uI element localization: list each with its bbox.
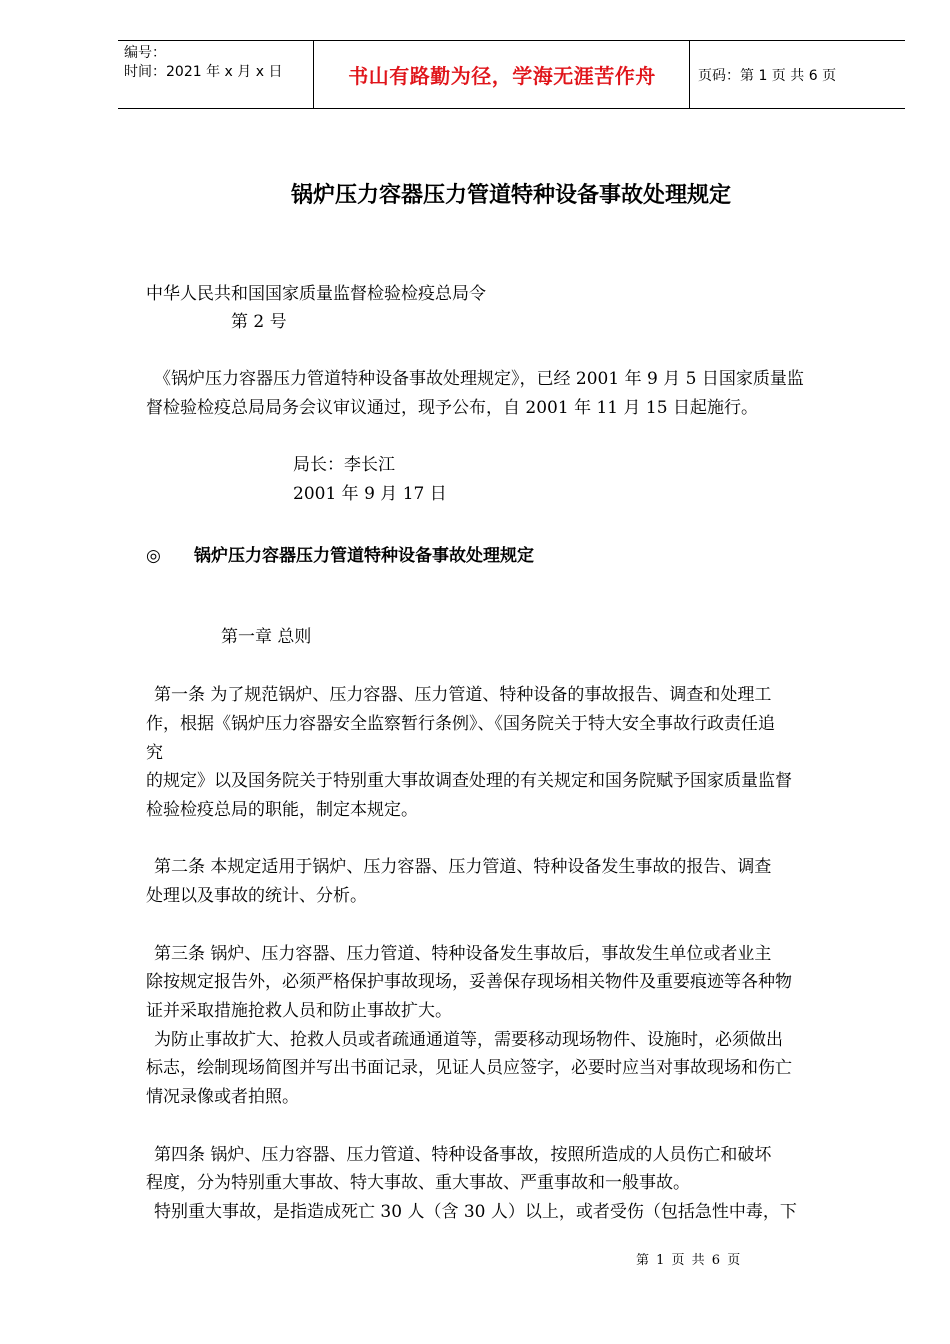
article-line: 情况录像或者拍照。	[146, 1087, 299, 1107]
article-line: 究	[146, 743, 163, 763]
number-label: 编号：	[124, 45, 166, 61]
article-line: 处理以及事故的统计、分析。	[146, 886, 367, 906]
subtitle-text: 锅炉压力容器压力管道特种设备事故处理规定	[194, 546, 534, 566]
article-line: 的规定》以及国务院关于特别重大事故调查处理的有关规定和国务院赋予国家质量监督	[146, 771, 792, 791]
header-meta	[118, 41, 314, 108]
decree-issuer: 中华人民共和国国家质量监督检验检疫总局令	[146, 284, 486, 304]
decree-date: 2001 年 9 月 17 日	[293, 484, 447, 504]
page-footer: 第 1 页 共 6 页	[636, 1253, 741, 1268]
decree-intro-line: 《锅炉压力容器压力管道特种设备事故处理规定》，已经 2001 年 9 月 5 日国家质量监	[154, 369, 804, 389]
article-line: 程度，分为特别重大事故、特大事故、重大事故、严重事故和一般事故。	[146, 1173, 690, 1193]
document-title: 锅炉压力容器压力管道特种设备事故处理规定	[290, 183, 731, 208]
article-line: 为防止事故扩大、抢救人员或者疏通通道等，需要移动现场物件、设施时，必须做出	[154, 1030, 783, 1050]
article-line: 第一条 为了规范锅炉、压力容器、压力管道、特种设备的事故报告、调查和处理工	[154, 685, 772, 705]
decree-intro-line: 督检验检疫总局局务会议审议通过，现予公布，自 2001 年 11 月 15 日起施行。	[146, 398, 758, 418]
section-subtitle	[146, 541, 534, 566]
article-line: 第三条 锅炉、压力容器、压力管道、特种设备发生事故后，事故发生单位或者业主	[154, 944, 772, 964]
article-line: 除按规定报告外，必须严格保护事故现场，妥善保存现场相关物件及重要痕迹等各种物	[146, 972, 792, 992]
page-header	[118, 40, 905, 109]
header-page-info: 页码：第 1 页 共 6 页	[698, 67, 837, 84]
article-line: 证并采取措施抢救人员和防止事故扩大。	[146, 1001, 452, 1021]
article-line: 第四条 锅炉、压力容器、压力管道、特种设备事故，按照所造成的人员伤亡和破坏	[154, 1145, 772, 1165]
article-line: 特别重大事故，是指造成死亡 30 人（含 30 人）以上，或者受伤（包括急性中毒，下	[154, 1202, 797, 1222]
motto: 书山有路勤为径，学海无涯苦作舟	[315, 41, 690, 108]
article-line: 检验检疫总局的职能，制定本规定。	[146, 800, 418, 820]
time-label: 时间：2021 年 x 月 x 日	[124, 64, 283, 80]
double-circle-icon: ◎	[146, 546, 161, 566]
decree-number: 第 2 号	[231, 312, 287, 332]
article-line: 第二条 本规定适用于锅炉、压力容器、压力管道、特种设备发生事故的报告、调查	[154, 857, 772, 877]
decree-signer: 局长：李长江	[293, 455, 395, 475]
chapter-heading: 第一章 总则	[221, 627, 312, 647]
article-line: 作，根据《锅炉压力容器安全监察暂行条例》、《国务院关于特大安全事故行政责任追	[146, 714, 775, 734]
article-line: 标志，绘制现场简图并写出书面记录，见证人员应签字，必要时应当对事故现场和伤亡	[146, 1058, 792, 1078]
